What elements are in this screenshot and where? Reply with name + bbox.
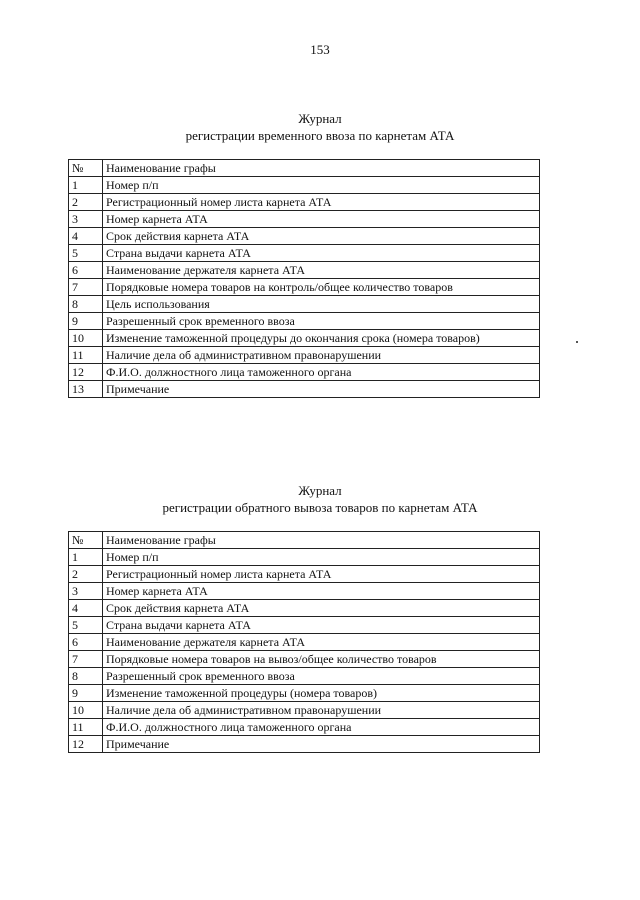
table-row xyxy=(69,194,540,211)
table-row xyxy=(69,685,540,702)
scan-speck xyxy=(576,341,578,343)
row-number: 11 xyxy=(69,347,103,364)
table-row xyxy=(69,279,540,296)
row-number: 1 xyxy=(69,177,103,194)
row-number: 6 xyxy=(69,262,103,279)
table-row xyxy=(69,296,540,313)
table-row xyxy=(69,313,540,330)
table-row xyxy=(69,736,540,753)
row-field-name: Ф.И.О. должностного лица таможенного органа xyxy=(103,719,540,736)
row-field-name: Ф.И.О. должностного лица таможенного органа xyxy=(103,364,540,381)
table-row xyxy=(69,634,540,651)
journal-heading xyxy=(0,110,640,144)
table-row xyxy=(69,617,540,634)
row-field-name: Наличие дела об административном правонарушении xyxy=(103,347,540,364)
row-field-name: Примечание xyxy=(103,736,540,753)
table-row xyxy=(69,702,540,719)
table-header-row xyxy=(69,532,540,549)
row-number: 8 xyxy=(69,296,103,313)
column-header-number: № xyxy=(69,160,103,177)
row-number: 5 xyxy=(69,617,103,634)
row-number: 9 xyxy=(69,313,103,330)
row-number: 9 xyxy=(69,685,103,702)
table-row xyxy=(69,177,540,194)
row-number: 10 xyxy=(69,702,103,719)
table-header-row xyxy=(69,160,540,177)
row-field-name: Разрешенный срок временного ввоза xyxy=(103,668,540,685)
row-number: 3 xyxy=(69,583,103,600)
row-field-name: Изменение таможенной процедуры (номера товаров) xyxy=(103,685,540,702)
page-number: 153 xyxy=(310,42,330,57)
row-field-name: Примечание xyxy=(103,381,540,398)
journal-subtitle: регистрации временного ввоза по карнетам АТА xyxy=(185,128,455,143)
column-header-name: Наименование графы xyxy=(103,160,540,177)
table-row xyxy=(69,600,540,617)
row-field-name: Наименование держателя карнета АТА xyxy=(103,262,540,279)
table-row xyxy=(69,381,540,398)
row-number: 7 xyxy=(69,651,103,668)
row-number: 4 xyxy=(69,228,103,245)
table-row xyxy=(69,262,540,279)
row-number: 6 xyxy=(69,634,103,651)
row-number: 3 xyxy=(69,211,103,228)
row-number: 12 xyxy=(69,736,103,753)
row-field-name: Страна выдачи карнета АТА xyxy=(103,617,540,634)
table-row xyxy=(69,228,540,245)
row-number: 7 xyxy=(69,279,103,296)
row-field-name: Порядковые номера товаров на контроль/общее количество товаров xyxy=(103,279,540,296)
row-field-name: Номер карнета АТА xyxy=(103,211,540,228)
row-field-name: Разрешенный срок временного ввоза xyxy=(103,313,540,330)
table-row xyxy=(69,651,540,668)
table-row xyxy=(69,245,540,262)
row-number: 2 xyxy=(69,194,103,211)
row-field-name: Номер карнета АТА xyxy=(103,583,540,600)
row-field-name: Наименование держателя карнета АТА xyxy=(103,634,540,651)
row-number: 4 xyxy=(69,600,103,617)
row-number: 13 xyxy=(69,381,103,398)
row-field-name: Срок действия карнета АТА xyxy=(103,600,540,617)
table-row xyxy=(69,211,540,228)
column-header-name: Наименование графы xyxy=(103,532,540,549)
column-header-number: № xyxy=(69,532,103,549)
row-number: 1 xyxy=(69,549,103,566)
journal-table-re-export xyxy=(68,531,540,753)
table-row xyxy=(69,583,540,600)
journal-subtitle: регистрации обратного вывоза товаров по карнетам АТА xyxy=(162,500,478,515)
row-field-name: Регистрационный номер листа карнета АТА xyxy=(103,194,540,211)
journal-title: Журнал xyxy=(298,111,342,126)
table-row xyxy=(69,364,540,381)
row-number: 2 xyxy=(69,566,103,583)
row-number: 8 xyxy=(69,668,103,685)
row-field-name: Порядковые номера товаров на вывоз/общее количество товаров xyxy=(103,651,540,668)
row-number: 10 xyxy=(69,330,103,347)
row-field-name: Изменение таможенной процедуры до окончания срока (номера товаров) xyxy=(103,330,540,347)
row-number: 11 xyxy=(69,719,103,736)
journal-title: Журнал xyxy=(298,483,342,498)
row-field-name: Цель использования xyxy=(103,296,540,313)
row-field-name: Регистрационный номер листа карнета АТА xyxy=(103,566,540,583)
row-field-name: Номер п/п xyxy=(103,549,540,566)
row-field-name: Страна выдачи карнета АТА xyxy=(103,245,540,262)
journal-table-temporary-import xyxy=(68,159,540,398)
table-row xyxy=(69,566,540,583)
row-number: 5 xyxy=(69,245,103,262)
table-row xyxy=(69,549,540,566)
table-row xyxy=(69,330,540,347)
row-number: 12 xyxy=(69,364,103,381)
row-field-name: Номер п/п xyxy=(103,177,540,194)
table-row xyxy=(69,668,540,685)
journal-heading xyxy=(0,482,640,516)
row-field-name: Срок действия карнета АТА xyxy=(103,228,540,245)
table-row xyxy=(69,347,540,364)
table-row xyxy=(69,719,540,736)
row-field-name: Наличие дела об административном правонарушении xyxy=(103,702,540,719)
